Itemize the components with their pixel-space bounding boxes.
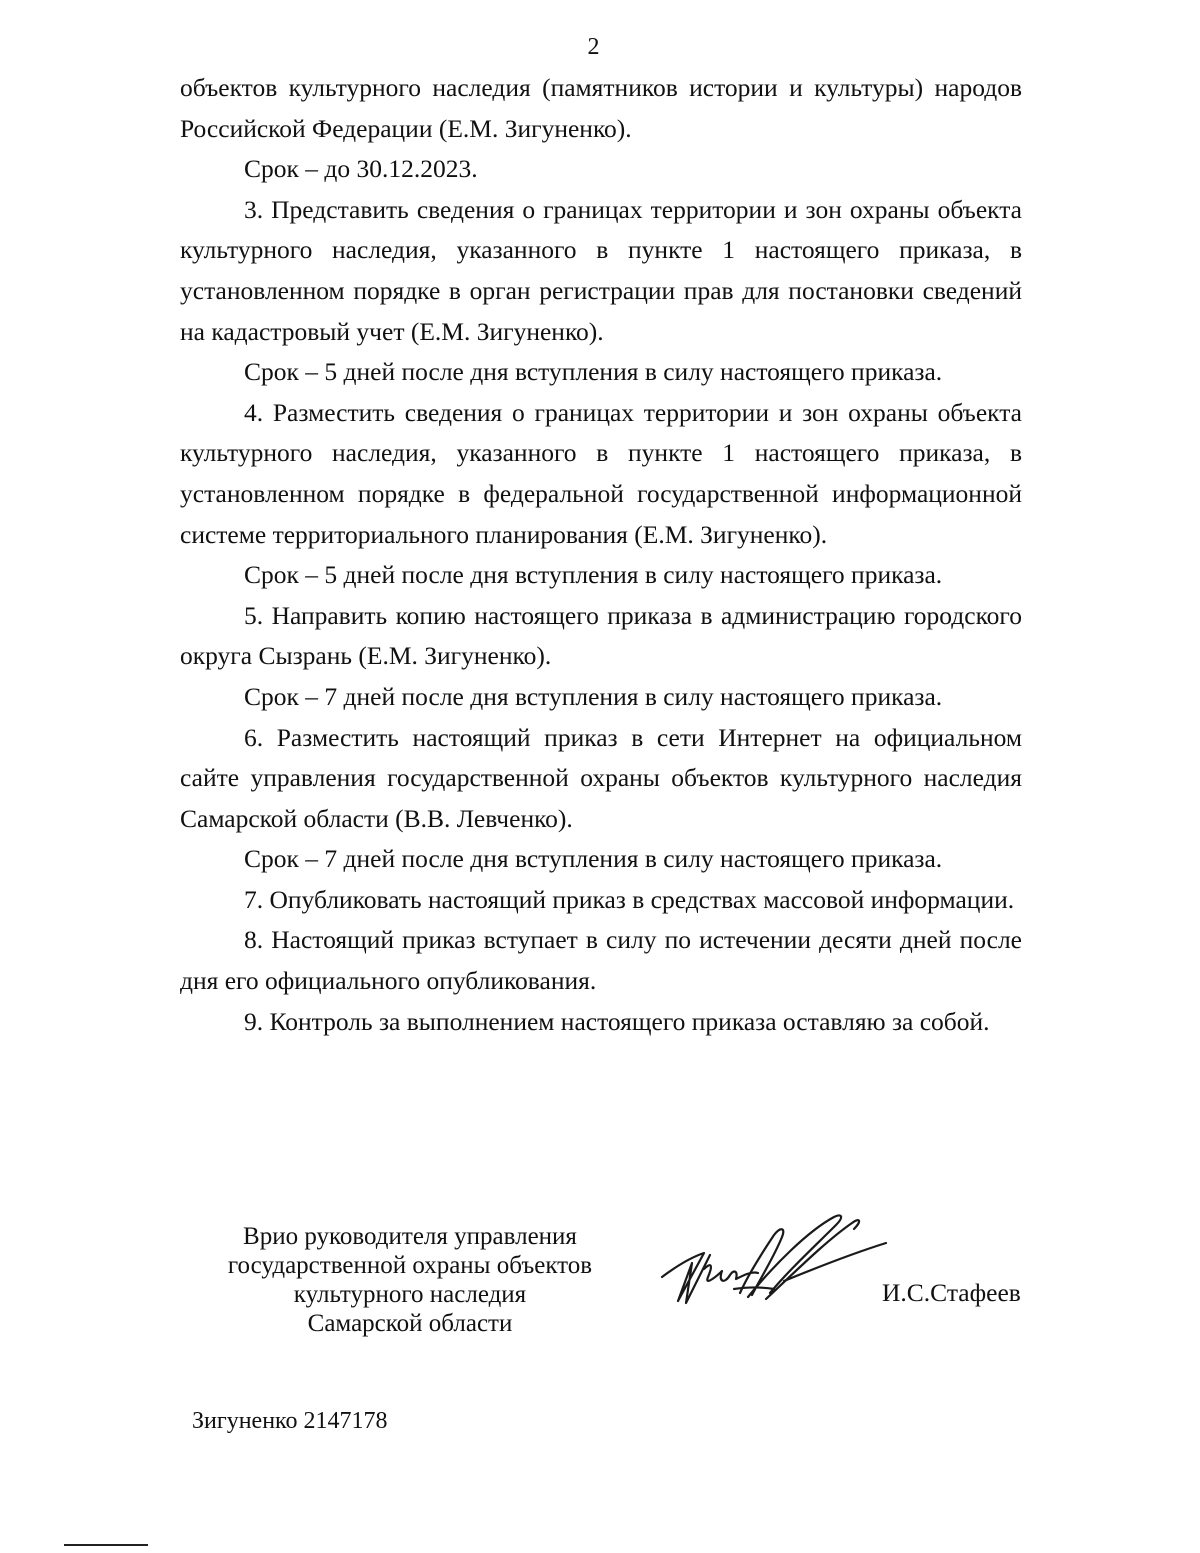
paragraph-item-5: 5. Направить копию настоящего приказа в администрацию городского округа Сызрань (Е.М. Зигуненко).	[180, 600, 1022, 671]
paragraph-continuation: объектов культурного наследия (памятников истории и культуры) народов Российской Федерации (Е.М. Зигуненко).	[180, 73, 1022, 143]
position-line: Врио руководителя управления	[243, 1223, 577, 1250]
paragraph-item-4: 4. Разместить сведения о границах территории и зон охраны объекта культурного наследия, указанного в пункте 1 настоящего приказа, в установленном порядке в федеральной государственной информационной системе территориального планирования (Е.М. Зигуненко).	[180, 397, 1022, 549]
paragraph-deadline-3: Срок – 5 дней после дня вступления в силу настоящего приказа.	[244, 357, 943, 387]
corner-divider	[64, 1544, 148, 1546]
position-line: Самарской области	[307, 1310, 513, 1337]
position-line: культурного наследия	[293, 1281, 527, 1308]
paragraph-item-9: 9. Контроль за выполнением настоящего приказа оставляю за собой.	[244, 1006, 990, 1036]
paragraph-item-3: 3. Представить сведения о границах территории и зон охраны объекта культурного наследия, указанного в пункте 1 настоящего приказа, в установленном порядке в орган регистрации прав для постановки сведений на кадастровый учет (Е.М. Зигуненко).	[180, 194, 1022, 346]
handwritten-signature	[648, 1205, 898, 1325]
paragraph-deadline-5: Срок – 7 дней после дня вступления в силу настоящего приказа.	[244, 681, 943, 711]
paragraph-item-7: 7. Опубликовать настоящий приказ в средствах массовой информации.	[244, 884, 1015, 914]
paragraph-deadline-6: Срок – 7 дней после дня вступления в силу настоящего приказа.	[244, 844, 943, 874]
signatory-position	[200, 1222, 620, 1338]
paragraph-item-8: 8. Настоящий приказ вступает в силу по истечении десяти дней после дня его официального опубликования.	[180, 925, 1022, 996]
paragraph-item-6: 6. Разместить настоящий приказ в сети Интернет на официальном сайте управления государственной охраны объектов культурного наследия Самарской области (В.В. Левченко).	[180, 722, 1022, 833]
page-number: 2	[587, 34, 600, 60]
paragraph-deadline-1: Срок – до 30.12.2023.	[244, 154, 478, 184]
signer-name: И.С.Стафеев	[882, 1278, 1021, 1307]
position-line: государственной охраны объектов	[227, 1252, 593, 1279]
document-body	[180, 68, 1022, 1042]
paragraph-deadline-4: Срок – 5 дней после дня вступления в силу настоящего приказа.	[244, 560, 943, 590]
executor-contact: Зигуненко 2147178	[192, 1408, 388, 1434]
